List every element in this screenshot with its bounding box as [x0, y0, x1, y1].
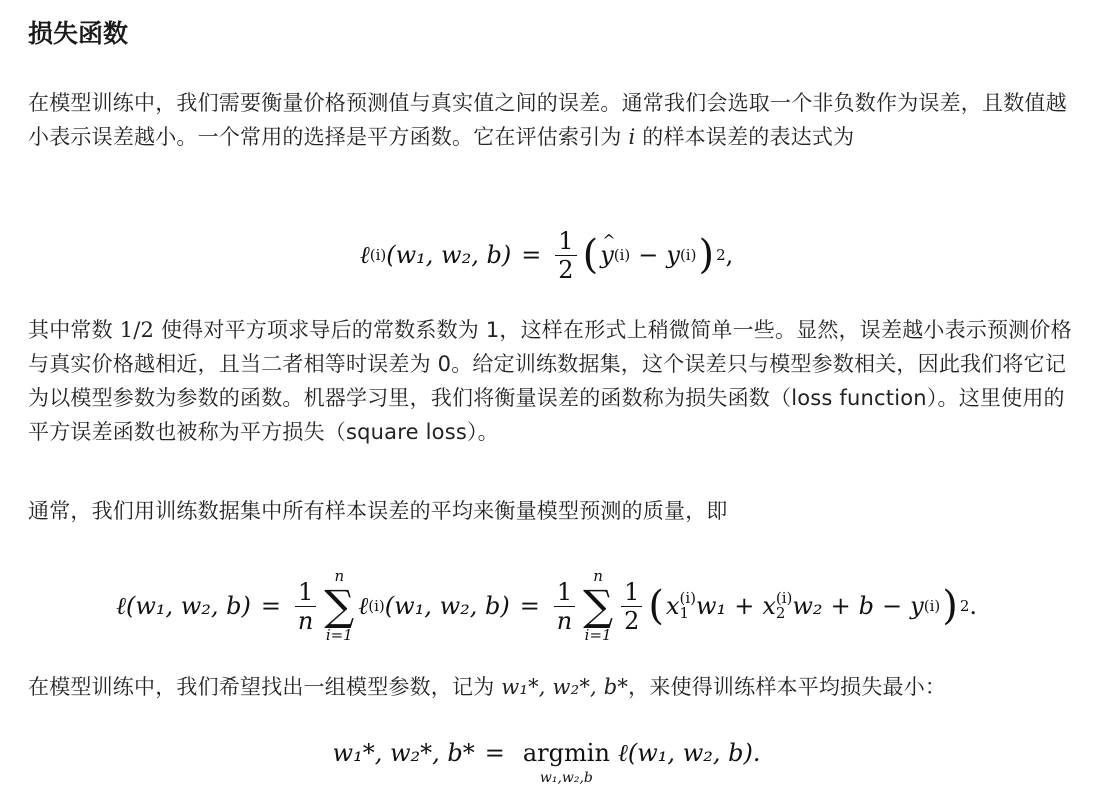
section-title: 损失函数: [28, 19, 129, 48]
left-paren: (: [648, 583, 664, 629]
x1-indices: (i) 1: [679, 589, 697, 622]
superscript-i: (i): [368, 597, 385, 615]
w1-var: w₁: [696, 592, 727, 620]
w2-var: w₂: [792, 592, 823, 620]
fraction-denominator: n: [297, 606, 314, 635]
average-loss-lhs: ℓ(w₁, w₂, b): [115, 591, 251, 620]
x-var: x: [665, 592, 680, 620]
fraction-numerator: 1: [555, 227, 576, 256]
paragraph-intro-text: 在模型训练中，我们需要衡量价格预测值与真实值之间的误差。通常我们会选取一个非负数作为误差，且数值越小表示误差越小。一个常用的选择是平方函数。它在评估索引为: [28, 91, 1067, 149]
fraction-denominator: 2: [624, 606, 640, 635]
loss-args: (w₁, w₂, b): [386, 241, 512, 269]
sum-lower-limit: i=1: [325, 626, 353, 644]
y-true: y: [666, 241, 680, 269]
equation-period: .: [969, 592, 978, 620]
fraction-one-over-n: [295, 578, 316, 635]
equals-sign: =: [260, 592, 281, 620]
paragraph-intro: [28, 86, 1073, 154]
square-exponent: 2: [716, 246, 726, 264]
fraction-denominator: n: [556, 606, 573, 635]
square-exponent: 2: [959, 597, 970, 615]
fraction-numerator: 1: [295, 578, 316, 607]
superscript-i: (i): [679, 246, 697, 264]
superscript-i: (i): [775, 589, 793, 607]
sigma-symbol: ∑: [324, 581, 355, 630]
argmin-operator: [523, 738, 610, 788]
minus-sign: −: [882, 592, 903, 620]
paragraph-average: 通常，我们用训练数据集中所有样本误差的平均来衡量模型预测的质量，即: [28, 499, 728, 523]
plus-sign: +: [830, 592, 851, 620]
fraction-one-over-n: [554, 578, 575, 635]
x-var: x: [762, 592, 776, 620]
minus-sign: −: [638, 241, 659, 269]
loss-term: ℓ: [358, 591, 369, 620]
fraction-denominator: 2: [558, 255, 574, 284]
paragraph-argmin: [28, 670, 1073, 704]
equals-sign: =: [519, 592, 540, 620]
fraction-numerator: 1: [554, 578, 575, 607]
paragraph-argmin-text: 在模型训练中，我们希望找出一组模型参数，记为: [28, 675, 502, 699]
superscript-i: (i): [923, 597, 941, 615]
superscript-i: (i): [369, 246, 387, 264]
inline-math-params: w₁*, w₂*, b*: [501, 675, 629, 699]
paragraph-loss-text: 其中常数: [28, 318, 120, 342]
y-true: y: [910, 592, 924, 620]
right-paren: ): [698, 232, 715, 278]
y-hat: ^ y: [600, 241, 614, 269]
equals-sign: =: [521, 241, 542, 269]
paragraph-argmin-text-end: ，来使得训练样本平均损失最小：: [628, 675, 947, 699]
left-paren: (: [582, 232, 599, 278]
paragraph-loss-explanation: [28, 313, 1073, 449]
inline-math-i: i: [628, 125, 636, 149]
summation: [324, 568, 354, 644]
sum-upper-limit: n: [593, 567, 603, 585]
equation-average-loss: [0, 566, 1093, 646]
superscript-i: (i): [613, 246, 631, 264]
equals-sign: =: [484, 739, 505, 767]
sigma-symbol: ∑: [583, 581, 614, 630]
equation-single-loss: [0, 222, 1093, 288]
paragraph-loss-text-end: 使得对平方项求导后的常数系数为 1，这样在形式上稍微简单一些。显然，误差越小表示预测价格与真实价格越相近，且当二者相等时误差为 0。给定训练数据集，这个误差只与模型参数相关，因此我们将它记为以模型参数为参数的函数。机器学习里，我们将衡量误差的函数称为损失函数（loss function）。这里使用的平方误差函数也被称为平方损失（square loss）。: [28, 318, 1072, 444]
inline-math-half: 1/2: [119, 318, 155, 342]
x2-indices: (i) 2: [775, 589, 793, 622]
loss-args: (w₁, w₂, b): [384, 592, 510, 620]
sum-upper-limit: n: [334, 567, 345, 585]
equation-argmin: [0, 738, 1093, 798]
fraction-numerator: 1: [621, 578, 642, 607]
fraction-half: [621, 578, 642, 635]
b-var: b: [858, 592, 875, 620]
summation: [583, 568, 613, 644]
superscript-i: (i): [679, 589, 697, 607]
sum-lower-limit: i=1: [584, 626, 612, 644]
loss-symbol: ℓ: [359, 240, 370, 269]
paragraph-intro-text-end: 的样本误差的表达式为: [635, 125, 855, 149]
argmin-label: argmin: [522, 739, 610, 767]
argmin-subscript: w₁,w₂,b: [539, 770, 593, 786]
fraction-half: [555, 227, 576, 284]
equation-comma: ,: [725, 241, 734, 269]
plus-sign: +: [734, 592, 755, 620]
argmin-rhs: ℓ(w₁, w₂, b).: [617, 739, 761, 767]
argmin-lhs: w₁*, w₂*, b*: [332, 739, 475, 767]
right-paren: ): [942, 583, 958, 629]
